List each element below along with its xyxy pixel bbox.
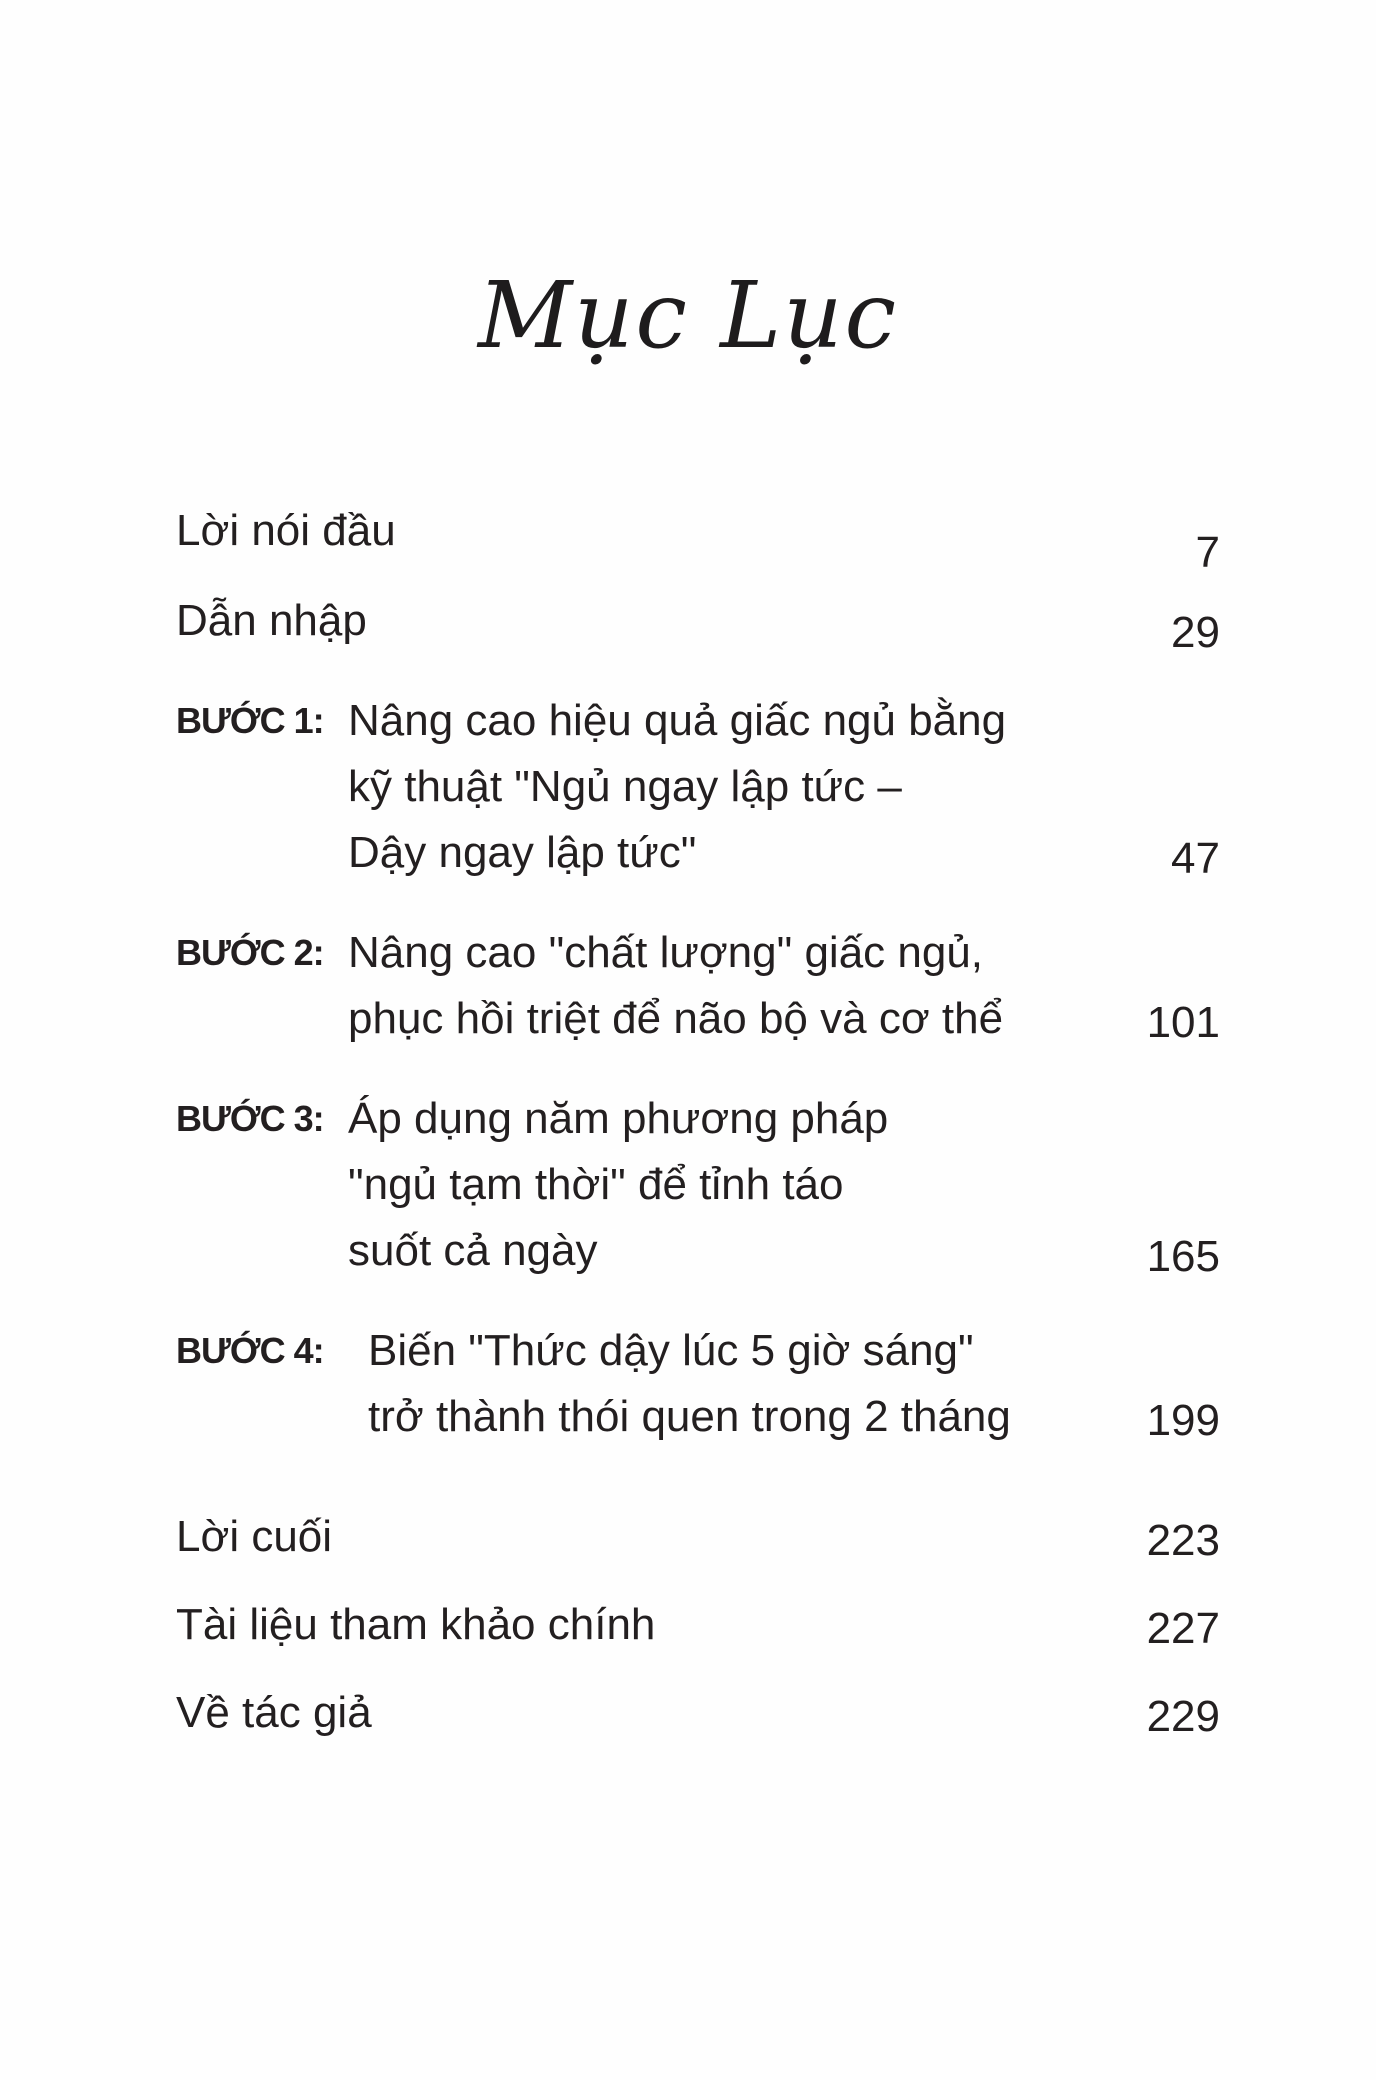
toc-entry-label: Tài liệu tham khảo chính <box>176 1600 656 1649</box>
toc-entry-label: Về tác giả <box>176 1688 372 1737</box>
toc-entry-label: Lời cuối <box>176 1512 333 1561</box>
toc-entry-afterword[interactable] <box>176 1504 1220 1570</box>
toc-entry-page: 47 <box>1171 834 1220 883</box>
toc-entry-page: 223 <box>1146 1516 1220 1565</box>
step-tag: BƯỚC 1: <box>176 700 324 741</box>
step-title-line: Áp dụng năm phương pháp <box>348 1094 889 1143</box>
toc-entry-introduction[interactable] <box>176 588 1220 657</box>
step-tag: BƯỚC 4: <box>176 1330 324 1371</box>
toc-entry-page: 29 <box>1171 608 1220 657</box>
step-title-line: suốt cả ngày <box>348 1226 598 1275</box>
toc-entry-page: 229 <box>1146 1692 1220 1741</box>
step-title <box>348 920 1003 1052</box>
toc-entry-page: 7 <box>1195 528 1220 577</box>
toc-entry-page: 165 <box>1146 1232 1220 1281</box>
step-tag: BƯỚC 2: <box>176 932 324 973</box>
step-title-line: trở thành thói quen trong 2 tháng <box>368 1392 1011 1441</box>
toc-entry-page: 227 <box>1146 1604 1220 1653</box>
toc-entry-step-2[interactable] <box>176 920 1220 1060</box>
step-title-line: phục hồi triệt để não bộ và cơ thể <box>348 994 1004 1043</box>
step-tag: BƯỚC 3: <box>176 1098 324 1139</box>
toc-entry-step-4[interactable] <box>176 1318 1220 1458</box>
toc-entry-about-author[interactable] <box>176 1680 1220 1746</box>
toc-entry-step-3[interactable] <box>176 1086 1220 1296</box>
toc-entry-page: 199 <box>1146 1396 1220 1445</box>
page-title: Mục Lục <box>477 262 899 369</box>
step-title-line: "ngủ tạm thời" để tỉnh táo <box>348 1160 844 1209</box>
step-title-line: Nâng cao hiệu quả giấc ngủ bằng <box>348 696 1007 745</box>
toc-entry-label: Dẫn nhập <box>176 596 367 645</box>
toc-entry-step-1[interactable] <box>176 688 1220 888</box>
toc-entry-label: Lời nói đầu <box>176 506 396 555</box>
step-title <box>348 688 1006 886</box>
step-title-line: Nâng cao "chất lượng" giấc ngủ, <box>348 928 984 977</box>
step-title <box>348 1086 888 1284</box>
toc-entry-preface[interactable] <box>176 498 1220 577</box>
toc-entry-page: 101 <box>1146 998 1220 1047</box>
step-title-line: Biến "Thức dậy lúc 5 giờ sáng" <box>368 1326 974 1375</box>
step-title-line: kỹ thuật "Ngủ ngay lập tức – <box>348 762 902 811</box>
toc-entry-references[interactable] <box>176 1592 1220 1658</box>
step-title-line: Dậy ngay lập tức" <box>348 828 697 877</box>
step-title <box>368 1318 1011 1450</box>
